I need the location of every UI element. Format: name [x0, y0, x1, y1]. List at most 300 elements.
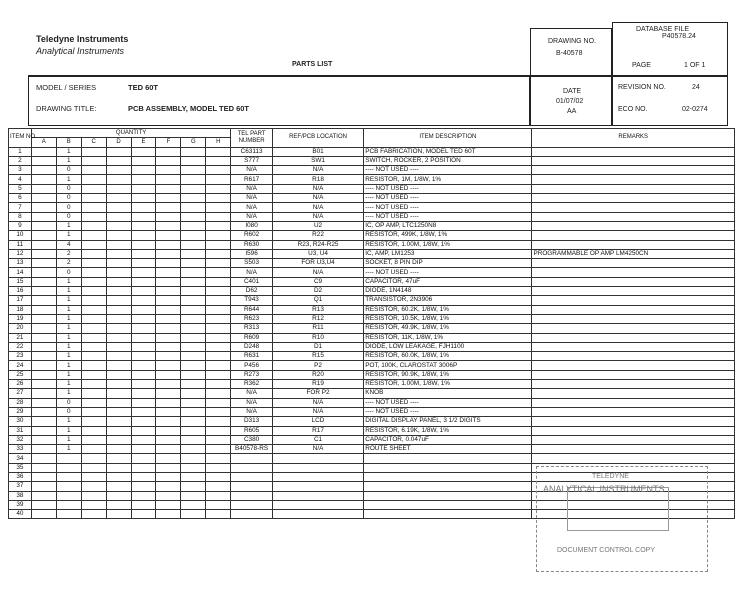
col-qty-e: E [131, 138, 156, 147]
qty-b-cell: 1 [56, 361, 81, 370]
qty-g-cell [181, 231, 206, 240]
qty-c-cell [81, 426, 106, 435]
ref-location-cell: R15 [272, 352, 363, 361]
part-number-cell: R605 [231, 426, 273, 435]
qty-h-cell [206, 268, 231, 277]
remarks-cell [532, 259, 735, 268]
table-row [9, 454, 735, 463]
remarks-cell [532, 352, 735, 361]
qty-c-cell [81, 240, 106, 249]
qty-e-cell [131, 491, 156, 500]
remarks-cell [532, 277, 735, 286]
qty-d-cell [106, 249, 131, 258]
qty-h-cell [206, 435, 231, 444]
qty-b-cell: 1 [56, 417, 81, 426]
qty-g-cell [181, 221, 206, 230]
description-cell: PCB FABRICATION, MODEL TED 60T [364, 147, 532, 156]
qty-f-cell [156, 463, 181, 472]
remarks-cell [532, 287, 735, 296]
qty-b-cell: 1 [56, 175, 81, 184]
qty-b-cell: 1 [56, 435, 81, 444]
item-cell: 25 [9, 370, 32, 379]
qty-h-cell [206, 333, 231, 342]
ref-location-cell: R10 [272, 333, 363, 342]
qty-f-cell [156, 445, 181, 454]
item-cell: 23 [9, 352, 32, 361]
table-row [9, 259, 735, 268]
date-initials: AA [567, 108, 577, 115]
col-qty-g: G [181, 138, 206, 147]
description-cell: IC, OP AMP, LTC1250N8 [364, 221, 532, 230]
item-cell: 24 [9, 361, 32, 370]
remarks-cell [532, 407, 735, 416]
qty-a-cell [31, 305, 56, 314]
qty-d-cell [106, 454, 131, 463]
table-row [9, 203, 735, 212]
remarks-cell [532, 342, 735, 351]
company-division: Analytical Instruments [36, 46, 125, 56]
qty-h-cell [206, 380, 231, 389]
ref-location-cell [272, 472, 363, 481]
qty-d-cell [106, 287, 131, 296]
qty-h-cell [206, 361, 231, 370]
qty-e-cell [131, 296, 156, 305]
table-row [9, 240, 735, 249]
qty-f-cell [156, 491, 181, 500]
qty-e-cell [131, 156, 156, 165]
qty-b-cell: 1 [56, 352, 81, 361]
qty-b-cell [56, 454, 81, 463]
qty-f-cell [156, 389, 181, 398]
description-cell: RESISTOR, 49.9K, 1/8W, 1% [364, 324, 532, 333]
qty-h-cell [206, 454, 231, 463]
qty-e-cell [131, 389, 156, 398]
qty-a-cell [31, 472, 56, 481]
ref-location-cell [272, 482, 363, 491]
qty-a-cell [31, 296, 56, 305]
col-part: TEL PART NUMBER [231, 129, 273, 148]
qty-a-cell [31, 454, 56, 463]
part-number-cell: N/A [231, 398, 273, 407]
qty-h-cell [206, 259, 231, 268]
table-row [9, 147, 735, 156]
qty-a-cell [31, 333, 56, 342]
qty-f-cell [156, 314, 181, 323]
part-number-cell: C401 [231, 277, 273, 286]
qty-e-cell [131, 324, 156, 333]
qty-c-cell [81, 194, 106, 203]
qty-h-cell [206, 231, 231, 240]
qty-f-cell [156, 277, 181, 286]
remarks-cell [532, 314, 735, 323]
remarks-cell [532, 175, 735, 184]
qty-g-cell [181, 500, 206, 509]
qty-f-cell [156, 380, 181, 389]
qty-a-cell [31, 259, 56, 268]
ref-location-cell: P2 [272, 361, 363, 370]
part-number-cell: R273 [231, 370, 273, 379]
qty-c-cell [81, 156, 106, 165]
qty-d-cell [106, 240, 131, 249]
table-row [9, 324, 735, 333]
qty-h-cell [206, 407, 231, 416]
description-cell: RESISTOR, 60.2K, 1/8W, 1% [364, 305, 532, 314]
qty-h-cell [206, 472, 231, 481]
ref-location-cell: R22 [272, 231, 363, 240]
item-cell: 11 [9, 240, 32, 249]
qty-f-cell [156, 212, 181, 221]
item-cell: 30 [9, 417, 32, 426]
description-cell: ---- NOT USED ---- [364, 166, 532, 175]
qty-d-cell [106, 296, 131, 305]
qty-d-cell [106, 175, 131, 184]
qty-g-cell [181, 398, 206, 407]
qty-d-cell [106, 426, 131, 435]
qty-e-cell [131, 231, 156, 240]
description-cell: ---- NOT USED ---- [364, 268, 532, 277]
ref-location-cell: R11 [272, 324, 363, 333]
qty-g-cell [181, 426, 206, 435]
description-cell: RESISTOR, 499K, 1/8W, 1% [364, 231, 532, 240]
qty-e-cell [131, 333, 156, 342]
qty-g-cell [181, 240, 206, 249]
col-ref: REF/PCB LOCATION [272, 129, 363, 148]
part-number-cell: B40578-RS [231, 445, 273, 454]
item-cell: 27 [9, 389, 32, 398]
qty-h-cell [206, 156, 231, 165]
description-cell: DIODE, 1N4148 [364, 287, 532, 296]
ref-location-cell: N/A [272, 203, 363, 212]
model-label: MODEL / SERIES [36, 83, 97, 92]
qty-b-cell: 0 [56, 268, 81, 277]
qty-f-cell [156, 194, 181, 203]
qty-f-cell [156, 398, 181, 407]
qty-a-cell [31, 370, 56, 379]
table-row [9, 296, 735, 305]
item-cell: 4 [9, 175, 32, 184]
qty-e-cell [131, 259, 156, 268]
qty-c-cell [81, 314, 106, 323]
qty-b-cell: 1 [56, 426, 81, 435]
qty-c-cell [81, 277, 106, 286]
ref-location-cell [272, 510, 363, 519]
qty-e-cell [131, 361, 156, 370]
remarks-cell [532, 445, 735, 454]
description-cell: POT, 100K, CLAROSTAT 3006P [364, 361, 532, 370]
qty-d-cell [106, 500, 131, 509]
qty-f-cell [156, 166, 181, 175]
qty-b-cell: 0 [56, 398, 81, 407]
eco-value: 02-0274 [682, 106, 708, 113]
item-cell: 18 [9, 305, 32, 314]
qty-b-cell: 1 [56, 147, 81, 156]
drawing-no-value: B-40578 [556, 50, 583, 57]
description-cell: RESISTOR, 1.00M, 1/8W, 1% [364, 240, 532, 249]
item-cell: 36 [9, 472, 32, 481]
col-qty-a: A [31, 138, 56, 147]
part-number-cell: R609 [231, 333, 273, 342]
table-row [9, 435, 735, 444]
stamp-line-1: TELEDYNE [592, 473, 629, 480]
col-desc: ITEM DESCRIPTION [364, 129, 532, 148]
part-number-cell: N/A [231, 212, 273, 221]
qty-c-cell [81, 287, 106, 296]
qty-e-cell [131, 500, 156, 509]
qty-c-cell [81, 342, 106, 351]
qty-g-cell [181, 203, 206, 212]
qty-c-cell [81, 268, 106, 277]
ref-location-cell: R23, R24-R25 [272, 240, 363, 249]
description-cell [364, 491, 532, 500]
remarks-cell [532, 166, 735, 175]
qty-g-cell [181, 380, 206, 389]
table-row [9, 380, 735, 389]
qty-f-cell [156, 231, 181, 240]
ref-location-cell: U2 [272, 221, 363, 230]
qty-d-cell [106, 435, 131, 444]
qty-d-cell [106, 203, 131, 212]
part-number-cell: R602 [231, 231, 273, 240]
qty-a-cell [31, 398, 56, 407]
qty-h-cell [206, 324, 231, 333]
qty-g-cell [181, 435, 206, 444]
item-cell: 16 [9, 287, 32, 296]
qty-b-cell: 1 [56, 333, 81, 342]
qty-h-cell [206, 370, 231, 379]
qty-f-cell [156, 184, 181, 193]
qty-h-cell [206, 342, 231, 351]
qty-a-cell [31, 166, 56, 175]
qty-e-cell [131, 426, 156, 435]
description-cell: SOCKET, 8 PIN DIP [364, 259, 532, 268]
qty-f-cell [156, 472, 181, 481]
qty-d-cell [106, 333, 131, 342]
col-quantity: QUANTITY [31, 129, 230, 138]
part-number-cell: D248 [231, 342, 273, 351]
qty-b-cell: 2 [56, 259, 81, 268]
qty-e-cell [131, 203, 156, 212]
ref-location-cell: N/A [272, 445, 363, 454]
qty-e-cell [131, 249, 156, 258]
table-row [9, 166, 735, 175]
table-row [9, 212, 735, 221]
qty-e-cell [131, 482, 156, 491]
table-row [9, 277, 735, 286]
remarks-cell [532, 194, 735, 203]
part-number-cell [231, 463, 273, 472]
ref-location-cell: D2 [272, 287, 363, 296]
ref-location-cell: R17 [272, 426, 363, 435]
qty-g-cell [181, 212, 206, 221]
part-number-cell [231, 510, 273, 519]
qty-d-cell [106, 277, 131, 286]
header-info-block [28, 76, 530, 126]
qty-d-cell [106, 380, 131, 389]
table-row [9, 361, 735, 370]
part-number-cell: R617 [231, 175, 273, 184]
page-value: 1 OF 1 [684, 62, 706, 69]
qty-c-cell [81, 147, 106, 156]
qty-f-cell [156, 147, 181, 156]
qty-g-cell [181, 510, 206, 519]
item-cell: 7 [9, 203, 32, 212]
remarks-cell [532, 305, 735, 314]
qty-g-cell [181, 472, 206, 481]
description-cell: RESISTOR, 1.00M, 1/8W, 1% [364, 380, 532, 389]
table-row [9, 194, 735, 203]
ref-location-cell: R20 [272, 370, 363, 379]
eco-label: ECO NO. [618, 106, 648, 113]
qty-g-cell [181, 156, 206, 165]
qty-f-cell [156, 287, 181, 296]
qty-b-cell: 0 [56, 166, 81, 175]
item-cell: 9 [9, 221, 32, 230]
qty-h-cell [206, 305, 231, 314]
qty-a-cell [31, 184, 56, 193]
qty-g-cell [181, 324, 206, 333]
qty-b-cell: 1 [56, 314, 81, 323]
qty-e-cell [131, 175, 156, 184]
qty-c-cell [81, 417, 106, 426]
part-number-cell: R630 [231, 240, 273, 249]
part-number-cell: R313 [231, 324, 273, 333]
qty-a-cell [31, 324, 56, 333]
qty-d-cell [106, 407, 131, 416]
qty-e-cell [131, 380, 156, 389]
qty-a-cell [31, 156, 56, 165]
col-remarks: REMARKS [532, 129, 735, 148]
description-cell [364, 454, 532, 463]
qty-c-cell [81, 407, 106, 416]
qty-h-cell [206, 277, 231, 286]
qty-a-cell [31, 352, 56, 361]
drawing-title-value: PCB ASSEMBLY, MODEL TED 60T [128, 104, 249, 113]
qty-e-cell [131, 194, 156, 203]
qty-f-cell [156, 249, 181, 258]
qty-d-cell [106, 370, 131, 379]
qty-c-cell [81, 231, 106, 240]
qty-f-cell [156, 268, 181, 277]
qty-f-cell [156, 361, 181, 370]
qty-e-cell [131, 305, 156, 314]
qty-h-cell [206, 147, 231, 156]
remarks-cell [532, 156, 735, 165]
qty-d-cell [106, 342, 131, 351]
qty-f-cell [156, 510, 181, 519]
qty-e-cell [131, 184, 156, 193]
qty-h-cell [206, 221, 231, 230]
qty-g-cell [181, 352, 206, 361]
qty-g-cell [181, 482, 206, 491]
table-row [9, 398, 735, 407]
qty-f-cell [156, 240, 181, 249]
ref-location-cell [272, 500, 363, 509]
col-qty-b: B [56, 138, 81, 147]
qty-g-cell [181, 259, 206, 268]
qty-f-cell [156, 175, 181, 184]
remarks-cell [532, 389, 735, 398]
revision-label: REVISION NO. [618, 84, 666, 91]
part-number-cell: C63113 [231, 147, 273, 156]
qty-d-cell [106, 352, 131, 361]
qty-f-cell [156, 333, 181, 342]
qty-e-cell [131, 510, 156, 519]
qty-f-cell [156, 407, 181, 416]
qty-h-cell [206, 212, 231, 221]
qty-g-cell [181, 417, 206, 426]
table-header-row [9, 129, 735, 138]
remarks-cell [532, 296, 735, 305]
qty-b-cell: 0 [56, 407, 81, 416]
ref-location-cell: N/A [272, 194, 363, 203]
qty-a-cell [31, 221, 56, 230]
table-row [9, 184, 735, 193]
item-cell: 21 [9, 333, 32, 342]
remarks-cell [532, 268, 735, 277]
table-row [9, 352, 735, 361]
date-value: 01/07/02 [556, 98, 584, 105]
remarks-cell [532, 333, 735, 342]
description-cell [364, 510, 532, 519]
col-qty-d: D [106, 138, 131, 147]
qty-c-cell [81, 445, 106, 454]
qty-g-cell [181, 361, 206, 370]
part-number-cell: T943 [231, 296, 273, 305]
ref-location-cell: Q1 [272, 296, 363, 305]
item-cell: 20 [9, 324, 32, 333]
qty-e-cell [131, 147, 156, 156]
description-cell: SWITCH, ROCKER, 2 POSITION [364, 156, 532, 165]
item-cell: 39 [9, 500, 32, 509]
qty-e-cell [131, 221, 156, 230]
qty-d-cell [106, 398, 131, 407]
qty-e-cell [131, 287, 156, 296]
qty-c-cell [81, 352, 106, 361]
qty-a-cell [31, 212, 56, 221]
qty-a-cell [31, 342, 56, 351]
qty-h-cell [206, 296, 231, 305]
description-cell: IC, AMP, LM1253 [364, 249, 532, 258]
description-cell: RESISTOR, 6.19K, 1/8W, 1% [364, 426, 532, 435]
part-number-cell: R362 [231, 380, 273, 389]
qty-g-cell [181, 445, 206, 454]
qty-d-cell [106, 184, 131, 193]
qty-a-cell [31, 435, 56, 444]
qty-b-cell [56, 482, 81, 491]
remarks-cell [532, 240, 735, 249]
remarks-cell [532, 426, 735, 435]
page-label: PAGE [632, 62, 651, 69]
qty-d-cell [106, 268, 131, 277]
ref-location-cell: N/A [272, 212, 363, 221]
part-number-cell: R631 [231, 352, 273, 361]
qty-d-cell [106, 324, 131, 333]
table-row [9, 305, 735, 314]
qty-a-cell [31, 287, 56, 296]
table-row [9, 231, 735, 240]
drawing-title-label: DRAWING TITLE: [36, 104, 97, 113]
item-cell: 19 [9, 314, 32, 323]
qty-b-cell [56, 510, 81, 519]
qty-g-cell [181, 389, 206, 398]
qty-h-cell [206, 194, 231, 203]
part-number-cell: R623 [231, 314, 273, 323]
qty-a-cell [31, 510, 56, 519]
part-number-cell [231, 454, 273, 463]
ref-location-cell: FOR U3,U4 [272, 259, 363, 268]
qty-b-cell [56, 491, 81, 500]
qty-d-cell [106, 482, 131, 491]
